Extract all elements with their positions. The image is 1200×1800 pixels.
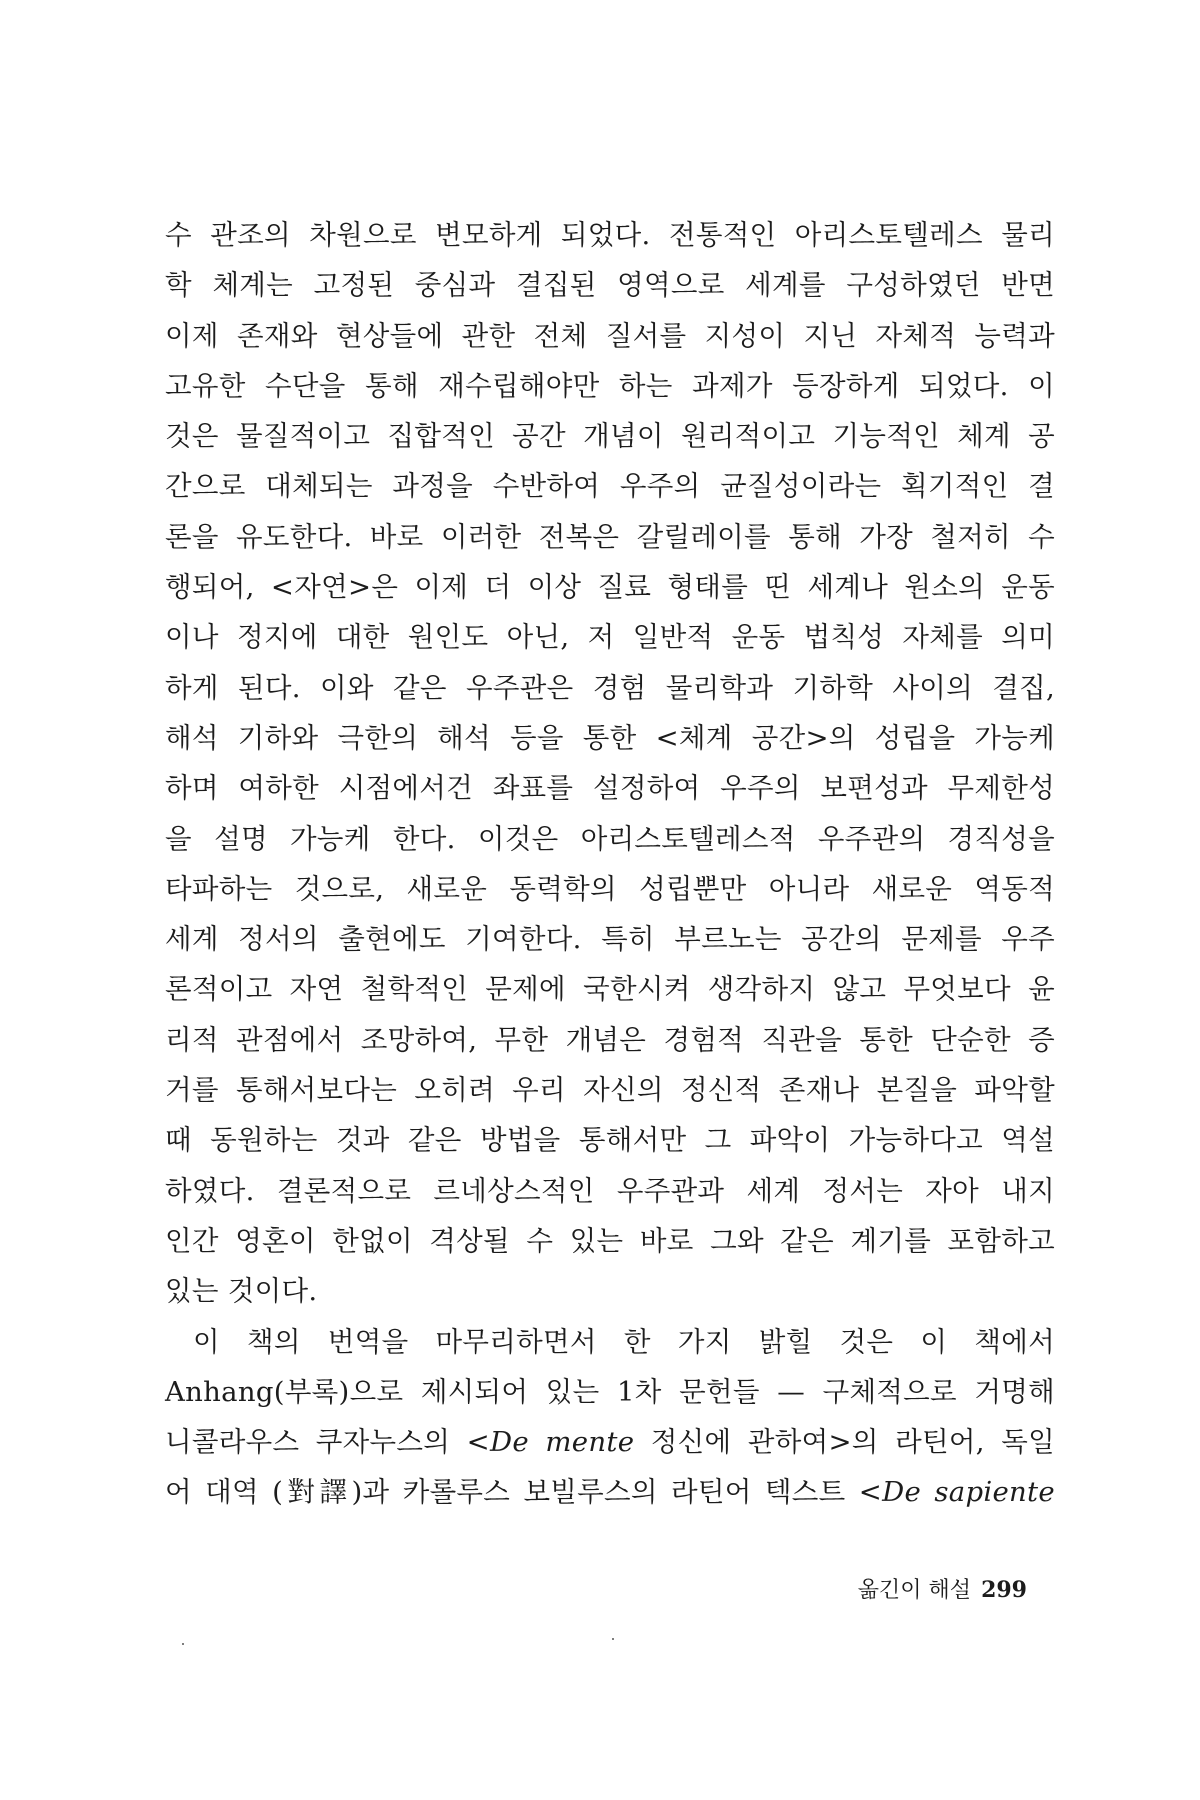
text-line: 있는 것이다. xyxy=(165,1275,318,1308)
section-label: 옮긴이 해설 xyxy=(857,1578,972,1603)
text-line: 리적 관점에서 조망하여, 무한 개념은 경험적 직관을 통한 단순한 증 xyxy=(165,1023,1055,1056)
text-line: 행되어, <자연>은 이제 더 이상 질료 형태를 띤 세계나 원소의 운동 xyxy=(165,571,1055,604)
text-line: 론을 유도한다. 바로 이러한 전복은 갈릴레이를 통해 가장 철저히 수 xyxy=(165,520,1055,553)
text-line: 을 설명 가능케 한다. 이것은 아리스토텔레스적 우주관의 경직성을 xyxy=(165,822,1055,855)
scan-speck xyxy=(182,1643,184,1645)
scan-speck xyxy=(612,1638,614,1640)
text-run: 니콜라우스 쿠자누스의 < xyxy=(165,1426,490,1459)
text-line: 간으로 대체되는 과정을 수반하여 우주의 균질성이라는 획기적인 결 xyxy=(165,470,1055,503)
text-line xyxy=(165,1467,1055,1517)
text-line: 하며 여하한 시점에서건 좌표를 설정하여 우주의 보편성과 무제한성 xyxy=(165,772,1055,805)
text-line: 수 관조의 차원으로 변모하게 되었다. 전통적인 아리스토텔레스 물리 xyxy=(165,219,1055,251)
latin-title: De sapiente xyxy=(882,1476,1055,1509)
text-line: 이나 정지에 대한 원인도 아닌, 저 일반적 운동 법칙성 자체를 의미 xyxy=(165,621,1055,654)
text-line: 세계 정서의 출현에도 기여한다. 특히 부르노는 공간의 문제를 우주 xyxy=(165,923,1055,956)
body-text xyxy=(165,210,1055,1518)
text-line: 하였다. 결론적으로 르네상스적인 우주관과 세계 정서는 자아 내지 xyxy=(165,1174,1055,1207)
text-line: Anhang(부록)으로 제시되어 있는 1차 문헌들 — 구체적으로 거명해 xyxy=(165,1375,1055,1408)
text-line: 고유한 수단을 통해 재수립해야만 하는 과제가 등장하게 되었다. 이 xyxy=(165,369,1055,402)
text-line: 이 책의 번역을 마무리하면서 한 가지 밝힐 것은 이 책에서 xyxy=(193,1325,1055,1358)
latin-title: De mente xyxy=(489,1426,635,1459)
text-line: 학 체계는 고정된 중심과 결집된 영역으로 세계를 구성하였던 반면 xyxy=(165,269,1055,302)
text-run: 정신에 관하여>의 라틴어, 독일 xyxy=(634,1426,1055,1459)
text-line: 이제 존재와 현상들에 관한 전체 질서를 지성이 지닌 자체적 능력과 xyxy=(165,319,1055,352)
text-line: 것은 물질적이고 집합적인 공간 개념이 원리적이고 기능적인 체계 공 xyxy=(165,420,1055,453)
paragraph-2 xyxy=(165,1317,1055,1518)
text-run: 어 대역 (對譯)과 카롤루스 보빌루스의 라틴어 텍스트 < xyxy=(165,1476,883,1509)
text-line: 타파하는 것으로, 새로운 동력학의 성립뿐만 아니라 새로운 역동적 xyxy=(165,872,1055,905)
text-line xyxy=(165,1417,1055,1467)
text-line: 거를 통해서보다는 오히려 우리 자신의 정신적 존재나 본질을 파악할 xyxy=(165,1074,1055,1107)
text-line: 해석 기하와 극한의 해석 등을 통한 <체계 공간>의 성립을 가능케 xyxy=(165,721,1055,754)
text-line: 인간 영혼이 한없이 격상될 수 있는 바로 그와 같은 계기를 포함하고 xyxy=(165,1224,1055,1257)
page-number: 299 xyxy=(981,1577,1027,1603)
text-line: 때 동원하는 것과 같은 방법을 통해서만 그 파악이 가능하다고 역설 xyxy=(165,1124,1055,1157)
running-footer xyxy=(858,1573,1027,1604)
paragraph-1 xyxy=(165,210,1055,1317)
text-line: 하게 된다. 이와 같은 우주관은 경험 물리학과 기하학 사이의 결집, xyxy=(165,671,1055,704)
text-line: 론적이고 자연 철학적인 문제에 국한시켜 생각하지 않고 무엇보다 윤 xyxy=(165,973,1055,1006)
